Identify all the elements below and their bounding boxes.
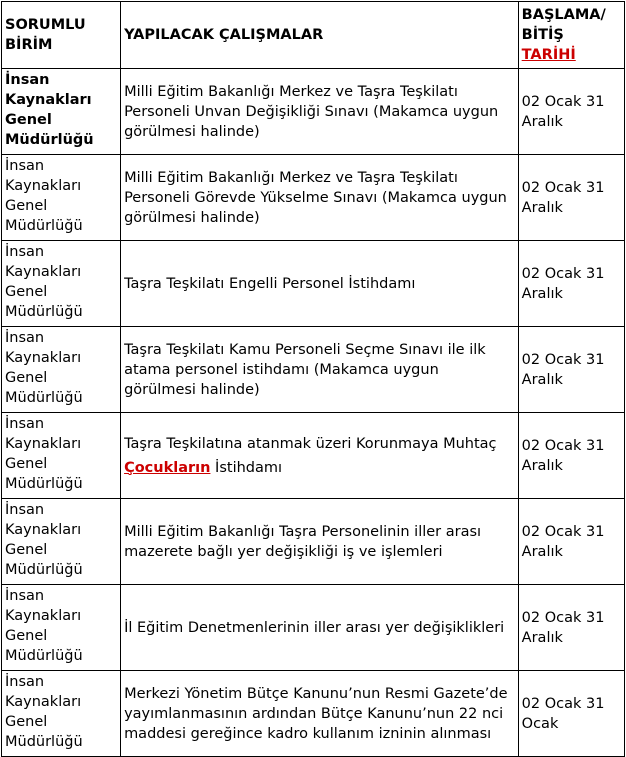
unit-cell: İnsan Kaynakları Genel Müdürlüğü: [2, 499, 121, 585]
task-highlight-link[interactable]: Çocukların: [124, 459, 211, 476]
unit-cell: İnsan Kaynakları Genel Müdürlüğü: [2, 413, 121, 499]
table-row: [2, 585, 625, 671]
table-row: [2, 413, 625, 499]
header-date-prefix: BAŞLAMA/ BİTİŞ: [521, 7, 606, 43]
task-text-before: Taşra Teşkilatına atanmak üzeri Korunmaya Muhtaç: [124, 435, 497, 452]
task-cell: İl Eğitim Denetmenlerinin iller arası yer değişiklikleri: [121, 585, 519, 671]
task-text-after: İstihdamı: [210, 459, 283, 476]
work-plan-table: [1, 1, 625, 757]
header-date-highlight-link[interactable]: TARİHİ: [521, 47, 576, 63]
table-row: [2, 327, 625, 413]
date-cell: 02 Ocak 31 Aralık: [518, 69, 624, 155]
date-cell: 02 Ocak 31 Aralık: [518, 327, 624, 413]
task-cell: Taşra Teşkilatı Engelli Personel İstihdamı: [121, 241, 519, 327]
task-cell: Merkezi Yönetim Bütçe Kanunu’nun Resmi Gazete’de yayımlanmasının ardından Bütçe Kanunu’nun 22 nci maddesi gereğince kadro kullanım izninin alınması: [121, 671, 519, 757]
date-cell: 02 Ocak 31 Aralık: [518, 585, 624, 671]
table-row: [2, 499, 625, 585]
task-cell: Taşra Teşkilatı Kamu Personeli Seçme Sınavı ile ilk atama personel istihdamı (Makamca uygun görülmesi halinde): [121, 327, 519, 413]
unit-cell: İnsan Kaynakları Genel Müdürlüğü: [2, 585, 121, 671]
date-cell: 02 Ocak 31 Ocak: [518, 671, 624, 757]
date-cell: 02 Ocak 31 Aralık: [518, 155, 624, 241]
task-cell: Milli Eğitim Bakanlığı Merkez ve Taşra Teşkilatı Personeli Unvan Değişikliği Sınavı (Makamca uygun görülmesi halinde): [121, 69, 519, 155]
unit-cell: İnsan Kaynakları Genel Müdürlüğü: [2, 671, 121, 757]
date-cell: 02 Ocak 31 Aralık: [518, 241, 624, 327]
header-tasks: YAPILACAK ÇALIŞMALAR: [121, 2, 519, 69]
header-start-end-date: [518, 2, 624, 69]
unit-cell: İnsan Kaynakları Genel Müdürlüğü: [2, 155, 121, 241]
header-responsible-unit: SORUMLU BİRİM: [2, 2, 121, 69]
unit-cell: İnsan Kaynakları Genel Müdürlüğü: [2, 69, 121, 155]
date-cell: 02 Ocak 31 Aralık: [518, 499, 624, 585]
table-header-row: [2, 2, 625, 69]
task-cell: [121, 413, 519, 499]
table-row: [2, 241, 625, 327]
table-row: [2, 155, 625, 241]
task-cell: Milli Eğitim Bakanlığı Merkez ve Taşra Teşkilatı Personeli Görevde Yükselme Sınavı (Makamca uygun görülmesi halinde): [121, 155, 519, 241]
unit-cell: İnsan Kaynakları Genel Müdürlüğü: [2, 241, 121, 327]
task-cell: Milli Eğitim Bakanlığı Taşra Personelinin iller arası mazerete bağlı yer değişikliği iş ve işlemleri: [121, 499, 519, 585]
table-row: [2, 69, 625, 155]
unit-cell: İnsan Kaynakları Genel Müdürlüğü: [2, 327, 121, 413]
table-row: [2, 671, 625, 757]
date-cell: 02 Ocak 31 Aralık: [518, 413, 624, 499]
